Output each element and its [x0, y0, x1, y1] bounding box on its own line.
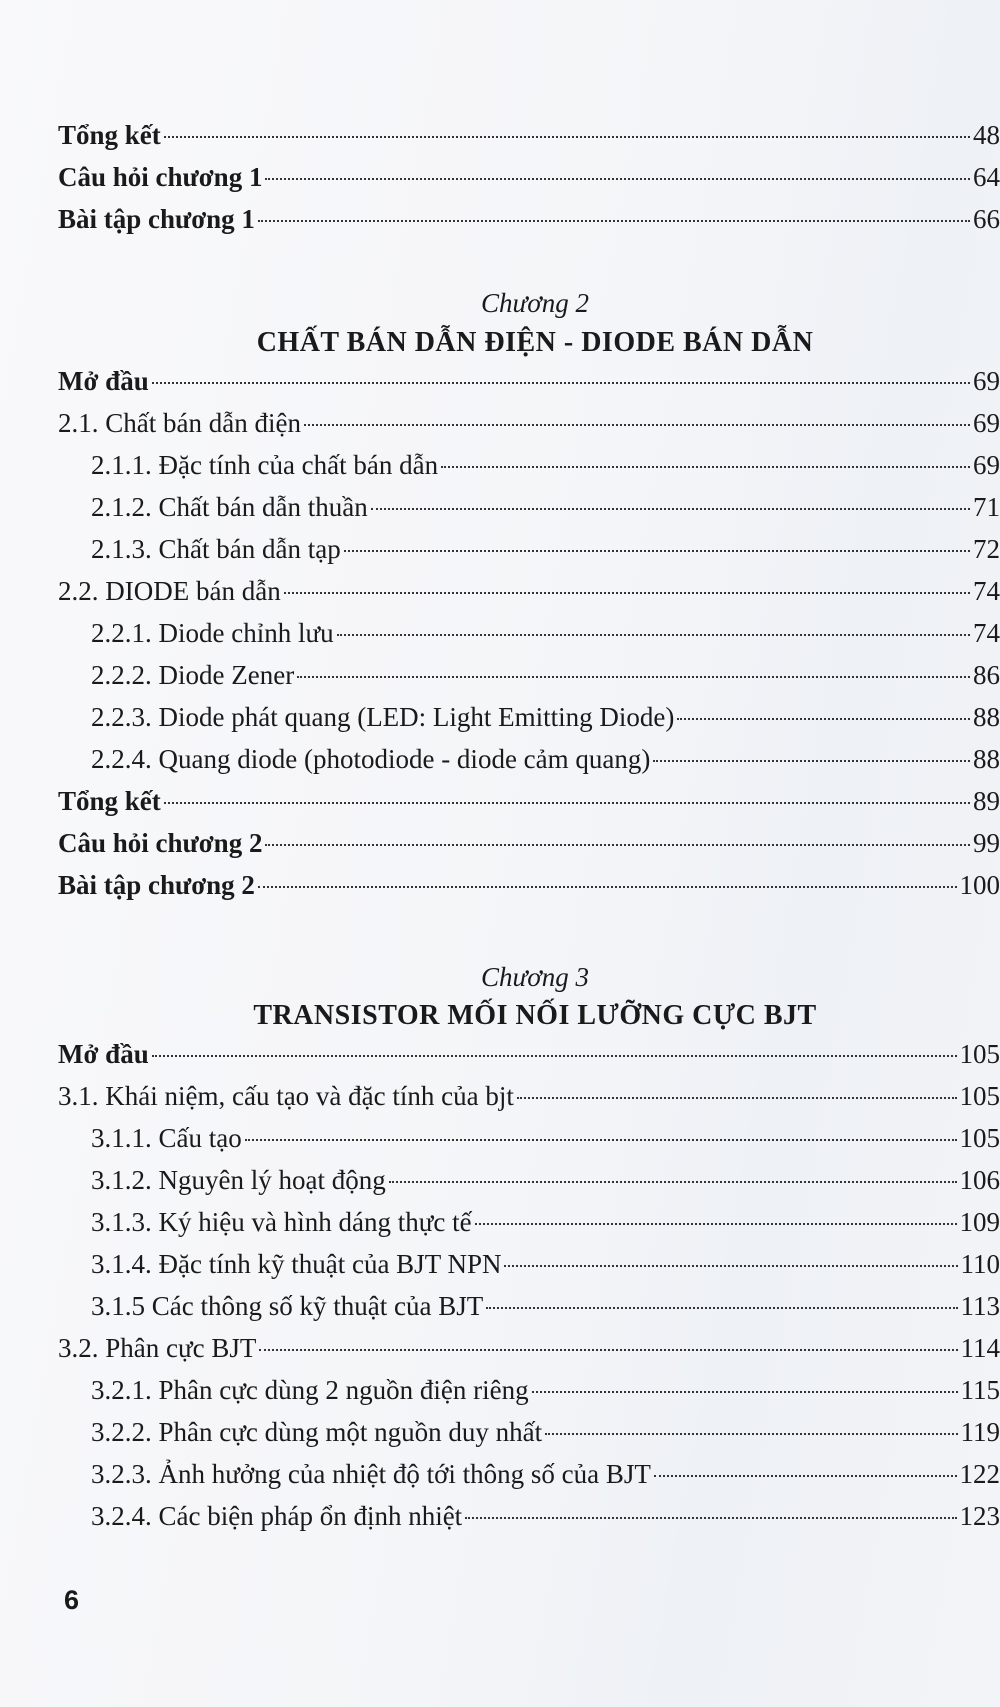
- dot-leader: [265, 844, 970, 846]
- toc-entry-label: Tổng kết: [58, 120, 161, 150]
- dot-leader: [297, 676, 970, 678]
- toc-entry-page-number: 88: [973, 702, 1000, 732]
- toc-entry-page-number: 105: [959, 1081, 1000, 1111]
- chapter3-title: TRANSISTOR MỐI NỐI LƯỠNG CỰC BJT: [253, 1000, 817, 1031]
- chapter1-summary-list: [58, 120, 1000, 246]
- toc-entry-label: 2.1.2. Chất bán dẫn thuần: [91, 492, 368, 522]
- toc-entry-label: 2.2.2. Diode Zener: [91, 660, 295, 690]
- toc-entry: [58, 366, 1000, 408]
- toc-entry: [58, 534, 1000, 576]
- toc-entry: [58, 1417, 1000, 1459]
- toc-entry: [58, 492, 1000, 534]
- dot-leader: [517, 1097, 957, 1099]
- toc-entry-page-number: 106: [959, 1165, 1000, 1195]
- toc-entry-page-number: 89: [973, 786, 1000, 816]
- toc-entry-page-number: 69: [973, 408, 1000, 438]
- chapter2-title: CHẤT BÁN DẪN ĐIỆN - DIODE BÁN DẪN: [256, 327, 814, 358]
- toc-entry-label: 3.1.5 Các thông số kỹ thuật của BJT: [91, 1291, 484, 1321]
- toc-entry-label: 3.2. Phân cực BJT: [58, 1333, 257, 1363]
- toc-entry: [58, 660, 1000, 702]
- dot-leader: [265, 178, 970, 180]
- toc-entry: [58, 1375, 1000, 1417]
- toc-entry-page-number: 123: [959, 1501, 1000, 1531]
- toc-entry-label: 2.2.3. Diode phát quang (LED: Light Emitting Diode): [91, 702, 675, 732]
- toc-entry-label: Mở đầu: [58, 366, 149, 396]
- toc-entry-page-number: 100: [959, 870, 1000, 900]
- toc-entry: [58, 162, 1000, 204]
- toc-entry-label: 3.2.3. Ảnh hưởng của nhiệt độ tới thông số của BJT: [91, 1459, 651, 1489]
- toc-entry-label: 2.1. Chất bán dẫn điện: [58, 408, 301, 438]
- toc-entry-label: Câu hỏi chương 1: [58, 162, 263, 192]
- toc-entry-page-number: 99: [973, 828, 1000, 858]
- toc-entry-label: Câu hỏi chương 2: [58, 828, 263, 858]
- toc-entry: [58, 870, 1000, 912]
- toc-entry-page-number: 114: [960, 1333, 1000, 1363]
- dot-leader: [258, 886, 957, 888]
- toc-entry-label: Bài tập chương 2: [58, 870, 255, 900]
- toc-entry-page-number: 88: [973, 744, 1000, 774]
- dot-leader: [389, 1181, 957, 1183]
- dot-leader: [164, 136, 970, 138]
- toc-entry-page-number: 105: [959, 1039, 1000, 1069]
- toc-entry: [58, 1333, 1000, 1375]
- dot-leader: [545, 1433, 957, 1435]
- dot-leader: [304, 424, 970, 426]
- dot-leader: [152, 1055, 957, 1057]
- toc-entry: [58, 120, 1000, 162]
- dot-leader: [258, 220, 970, 222]
- toc-entry-label: 3.1.2. Nguyên lý hoạt động: [91, 1165, 386, 1195]
- toc-entry-label: 3.1.3. Ký hiệu và hình dáng thực tế: [91, 1207, 472, 1237]
- toc-entry-page-number: 105: [959, 1123, 1000, 1153]
- toc-entry-page-number: 66: [973, 204, 1000, 234]
- toc-entry-page-number: 113: [960, 1291, 1000, 1321]
- dot-leader: [284, 592, 970, 594]
- toc-entry-label: 2.2.1. Diode chỉnh lưu: [91, 618, 334, 648]
- dot-leader: [504, 1265, 957, 1267]
- dot-leader: [245, 1139, 957, 1141]
- toc-entry-page-number: 72: [973, 534, 1000, 564]
- dot-leader: [259, 1349, 957, 1351]
- toc-entry-page-number: 115: [960, 1375, 1000, 1405]
- toc-entry: [58, 450, 1000, 492]
- dot-leader: [654, 1475, 957, 1477]
- toc-entry-page-number: 109: [959, 1207, 1000, 1237]
- toc-entry-label: Bài tập chương 1: [58, 204, 255, 234]
- toc-entry-page-number: 48: [973, 120, 1000, 150]
- toc-entry-page-number: 69: [973, 450, 1000, 480]
- toc-entry: [58, 1081, 1000, 1123]
- toc-entry: [58, 408, 1000, 450]
- toc-entry-label: 2.2. DIODE bán dẫn: [58, 576, 281, 606]
- toc-entry-label: 3.1. Khái niệm, cấu tạo và đặc tính của bjt: [58, 1081, 514, 1111]
- dot-leader: [475, 1223, 957, 1225]
- toc-entry: [58, 786, 1000, 828]
- toc-entry-page-number: 122: [959, 1459, 1000, 1489]
- toc-entry-page-number: 64: [973, 162, 1000, 192]
- toc-entry-label: 3.1.1. Cấu tạo: [91, 1123, 242, 1153]
- toc-entry-label: Mở đầu: [58, 1039, 149, 1069]
- toc-entry: [58, 1291, 1000, 1333]
- toc-entry-label: 2.2.4. Quang diode (photodiode - diode cảm quang): [91, 744, 651, 774]
- toc-entry: [58, 1459, 1000, 1501]
- toc-entry: [58, 1249, 1000, 1291]
- dot-leader: [441, 466, 970, 468]
- dot-leader: [677, 718, 970, 720]
- chapter3-toc-list: [58, 1039, 1000, 1543]
- chapter3-label: Chương 3: [481, 962, 589, 992]
- toc-entry-page-number: 86: [973, 660, 1000, 690]
- toc-entry: [58, 204, 1000, 246]
- toc-entry-label: 3.2.2. Phân cực dùng một nguồn duy nhất: [91, 1417, 543, 1447]
- toc-entry: [58, 744, 1000, 786]
- toc-entry: [58, 702, 1000, 744]
- page-number: 6: [64, 1585, 80, 1615]
- toc-entry: [58, 618, 1000, 660]
- toc-entry-label: 2.1.1. Đặc tính của chất bán dẫn: [91, 450, 439, 480]
- dot-leader: [465, 1517, 956, 1519]
- toc-entry-page-number: 71: [973, 492, 1000, 522]
- toc-entry-label: 3.1.4. Đặc tính kỹ thuật của BJT NPN: [91, 1249, 502, 1279]
- dot-leader: [344, 550, 970, 552]
- dot-leader: [371, 508, 970, 510]
- toc-entry-label: 3.2.4. Các biện pháp ổn định nhiệt: [91, 1501, 463, 1531]
- chapter2-label: Chương 2: [481, 288, 589, 318]
- dot-leader: [532, 1391, 958, 1393]
- dot-leader: [152, 382, 970, 384]
- chapter2-toc-list: [58, 366, 1000, 912]
- toc-entry-label: Tổng kết: [58, 786, 161, 816]
- toc-entry: [58, 1039, 1000, 1081]
- dot-leader: [653, 760, 970, 762]
- toc-entry: [58, 1123, 1000, 1165]
- toc-entry: [58, 1207, 1000, 1249]
- toc-entry: [58, 1165, 1000, 1207]
- dot-leader: [337, 634, 970, 636]
- toc-entry-page-number: 119: [960, 1417, 1000, 1447]
- toc-entry-page-number: 74: [973, 618, 1000, 648]
- toc-entry-page-number: 110: [960, 1249, 1000, 1279]
- dot-leader: [164, 802, 970, 804]
- toc-entry-page-number: 74: [973, 576, 1000, 606]
- toc-entry: [58, 828, 1000, 870]
- toc-entry-label: 2.1.3. Chất bán dẫn tạp: [91, 534, 341, 564]
- toc-entry: [58, 1501, 1000, 1543]
- dot-leader: [486, 1307, 957, 1309]
- toc-entry-label: 3.2.1. Phân cực dùng 2 nguồn điện riêng: [91, 1375, 529, 1405]
- toc-entry-page-number: 69: [973, 366, 1000, 396]
- toc-entry: [58, 576, 1000, 618]
